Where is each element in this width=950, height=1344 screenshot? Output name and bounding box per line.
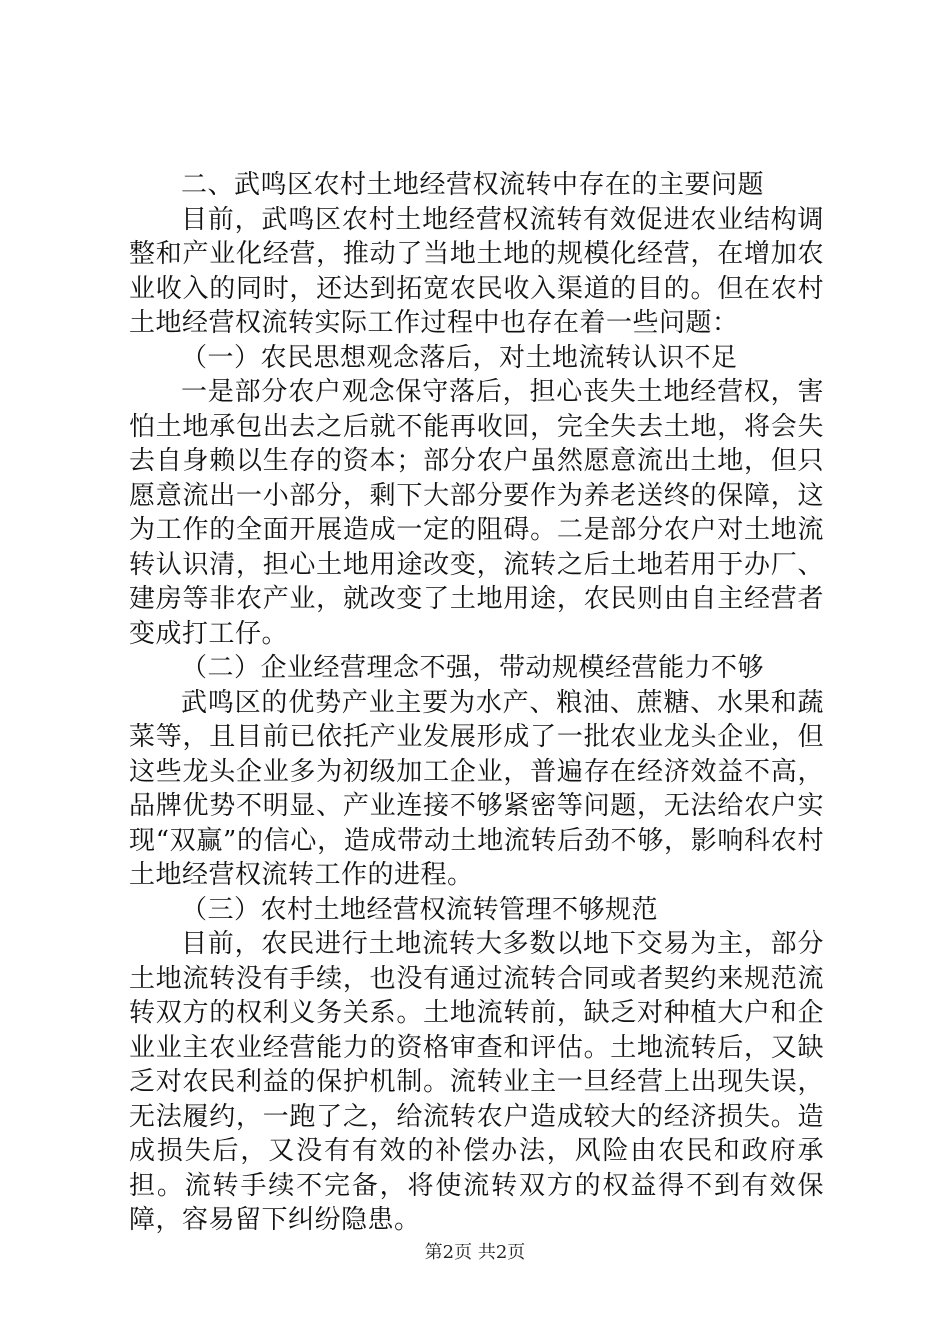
document-body xyxy=(129,168,824,1238)
subsection-3-paragraph: 目前，农民进行土地流转大多数以地下交易为主，部分土地流转没有手续，也没有通过流转合同或者契约来规范流转双方的权利义务关系。土地流转前，缺乏对种植大户和企业业主农业经营能力的资格审查和评估。土地流转后，又缺乏对农民利益的保护机制。流转业主一旦经营上出现失误，无法履约，一跑了之，给流转农户造成较大的经济损失。造成损失后，又没有有效的补偿办法，风险由农民和政府承担。流转手续不完备，将使流转双方的权益得不到有效保障，容易留下纠纷隐患。 xyxy=(129,929,824,1235)
subsection-1-paragraph: 一是部分农户观念保守落后，担心丧失土地经营权，害怕土地承包出去之后就不能再收回，完全失去土地，将会失去自身赖以生存的资本；部分农户虽然愿意流出土地，但只愿意流出一小部分，剩下大部分要作为养老送终的保障，这为工作的全面开展造成一定的阻碍。二是部分农户对土地流转认识清，担心土地用途改变，流转之后土地若用于办厂、建房等非农产业，就改变了土地用途，农民则由自主经营者变成打工仔。 xyxy=(129,377,824,649)
page-footer xyxy=(0,1241,950,1265)
page-number-label: 第2页 共2页 xyxy=(424,1242,526,1263)
subsection-2-title: （二）企业经营理念不强，带动规模经营能力不够 xyxy=(181,653,765,683)
subsection-3-title: （三）农村土地经营权流转管理不够规范 xyxy=(181,894,659,925)
section-heading: 二、武鸣区农村土地经营权流转中存在的主要问题 xyxy=(181,170,765,200)
intro-paragraph: 目前，武鸣区农村土地经营权流转有效促进农业结构调整和产业化经营，推动了当地土地的规模化经营，在增加农业收入的同时，还达到拓宽农民收入渠道的目的。但在农村土地经营权流转实际工作过程中也存在着一些问题： xyxy=(129,204,824,338)
subsection-1-title: （一）农民思想观念落后，对土地流转认识不足 xyxy=(181,342,738,373)
subsection-2-paragraph: 武鸣区的优势产业主要为水产、粮油、蔗糖、水果和蔬菜等，且目前已依托产业发展形成了一批农业龙头企业，但这些龙头企业多为初级加工企业，普遍存在经济效益不高，品牌优势不明显、产业连接不够紧密等问题，无法给农户实现“双赢”的信心，造成带动土地流转后劲不够，影响科农村土地经营权流转工作的进程。 xyxy=(129,687,824,890)
